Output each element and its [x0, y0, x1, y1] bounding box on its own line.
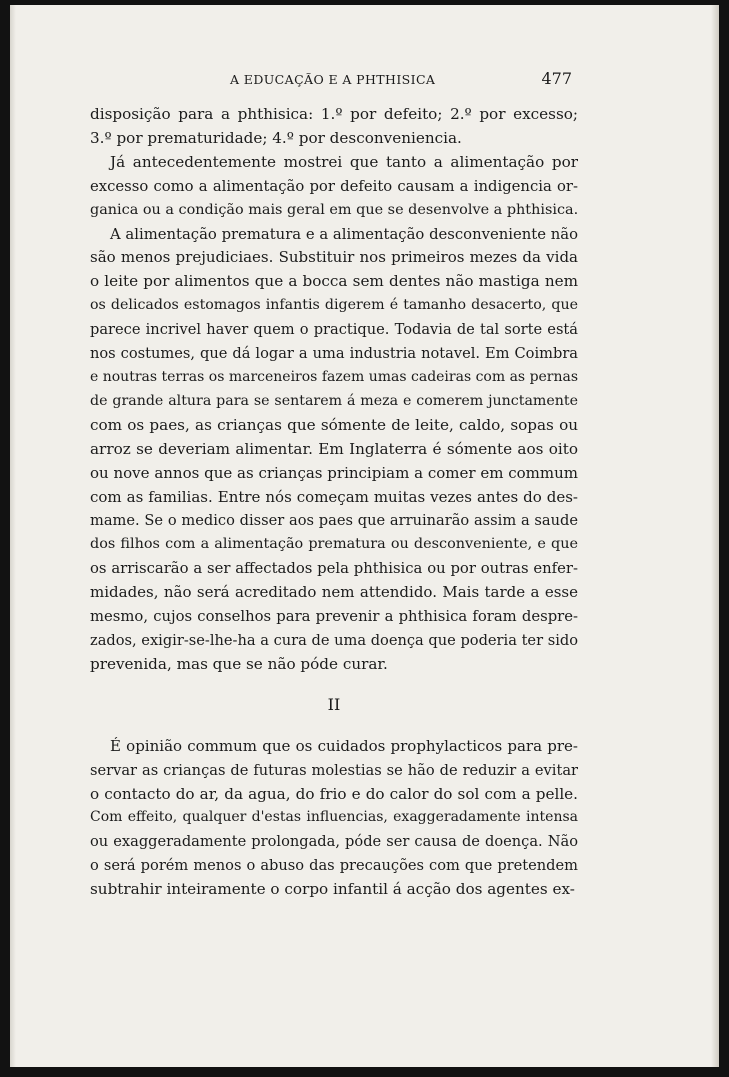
text-line: o leite por alimentos que a bocca sem dentes não mastiga nem	[90, 272, 578, 291]
text-line: nos costumes, que dá logar a uma industria notavel. Em Coimbra	[90, 345, 578, 363]
body-text	[90, 103, 578, 902]
text-line: o será porém menos o abuso das precauções com que pretendem	[90, 857, 578, 875]
paragraph	[90, 103, 578, 151]
paragraph	[90, 223, 578, 677]
paragraphs-after-section	[90, 735, 578, 902]
text-line: o contacto do ar, da agua, do frio e do calor do sol com a pelle.	[90, 784, 578, 803]
text-line: arroz se deveriam alimentar. Em Inglaterra é sómente aos oito	[90, 439, 578, 458]
text-line: são menos prejudiciaes. Substituir nos primeiros mezes da vida	[90, 248, 578, 267]
text-line: prevenida, mas que se não póde curar.	[90, 654, 388, 673]
text-line: zados, exigir-se-lhe-ha a cura de uma doença que poderia ter sido	[90, 631, 578, 649]
text-line: midades, não será acreditado nem attendido. Mais tarde a esse	[90, 583, 578, 602]
text-line: os arriscarão a ser affectados pela phthisica ou por outras enfer-	[90, 560, 578, 578]
text-line: disposição para a phthisica: 1.º por defeito; 2.º por excesso;	[90, 105, 578, 123]
page-number: 477	[541, 69, 572, 88]
text-line: ou exaggeradamente prolongada, póde ser causa de doença. Não	[90, 833, 578, 851]
book-page	[10, 5, 719, 1067]
text-line: subtrahir inteiramente o corpo infantil á acção dos agentes ex-	[90, 880, 575, 899]
text-line: servar as crianças de futuras molestias se hão de reduzir a evitar	[90, 761, 578, 779]
page-header	[230, 69, 572, 89]
text-line: Já antecedentemente mostrei que tanto a alimentação por	[110, 152, 578, 171]
text-line: ganica ou a condição mais geral em que se desenvolve a phthisica.	[90, 201, 578, 218]
text-line: dos filhos com a alimentação prematura ou desconveniente, e que	[90, 536, 578, 553]
text-line: parece incrivel haver quem o practique. Todavia de tal sorte está	[90, 321, 578, 339]
text-line: Com effeito, qualquer d'estas influencias, exaggeradamente intensa	[90, 809, 578, 826]
text-line: É opinião commum que os cuidados prophylacticos para pre-	[110, 736, 578, 755]
running-title: A EDUCAÇÃO E A PHTHISICA	[230, 72, 436, 87]
paragraph	[90, 151, 578, 223]
text-line: ou nove annos que as crianças principiam a comer em commum	[90, 463, 578, 482]
paragraphs-before-section	[90, 103, 578, 677]
section-heading: II	[327, 694, 341, 714]
text-line: mame. Se o medico disser aos paes que arruinarão assim a saude	[90, 512, 578, 530]
text-line: e noutras terras os marceneiros fazem umas cadeiras com as pernas	[90, 368, 578, 385]
text-line: os delicados estomagos infantis digerem é tamanho desacerto, que	[90, 297, 578, 314]
text-line: A alimentação prematura e a alimentação desconveniente não	[110, 225, 578, 243]
text-line: excesso como a alimentação por defeito causam a indigencia or-	[90, 177, 578, 195]
text-line: de grande altura para se sentarem á meza e comerem junctamente	[90, 392, 578, 409]
page-edge-right	[711, 5, 719, 1067]
text-line: com as familias. Entre nós começam muitas vezes antes do des-	[90, 487, 578, 506]
page-edge-left	[10, 5, 16, 1067]
text-line: mesmo, cujos conselhos para prevenir a phthisica foram despre-	[90, 608, 578, 626]
text-line: com os paes, as crianças que sómente de leite, caldo, sopas ou	[90, 415, 578, 434]
paragraph	[90, 735, 578, 902]
text-line: 3.º por prematuridade; 4.º por desconveniencia.	[90, 128, 462, 147]
